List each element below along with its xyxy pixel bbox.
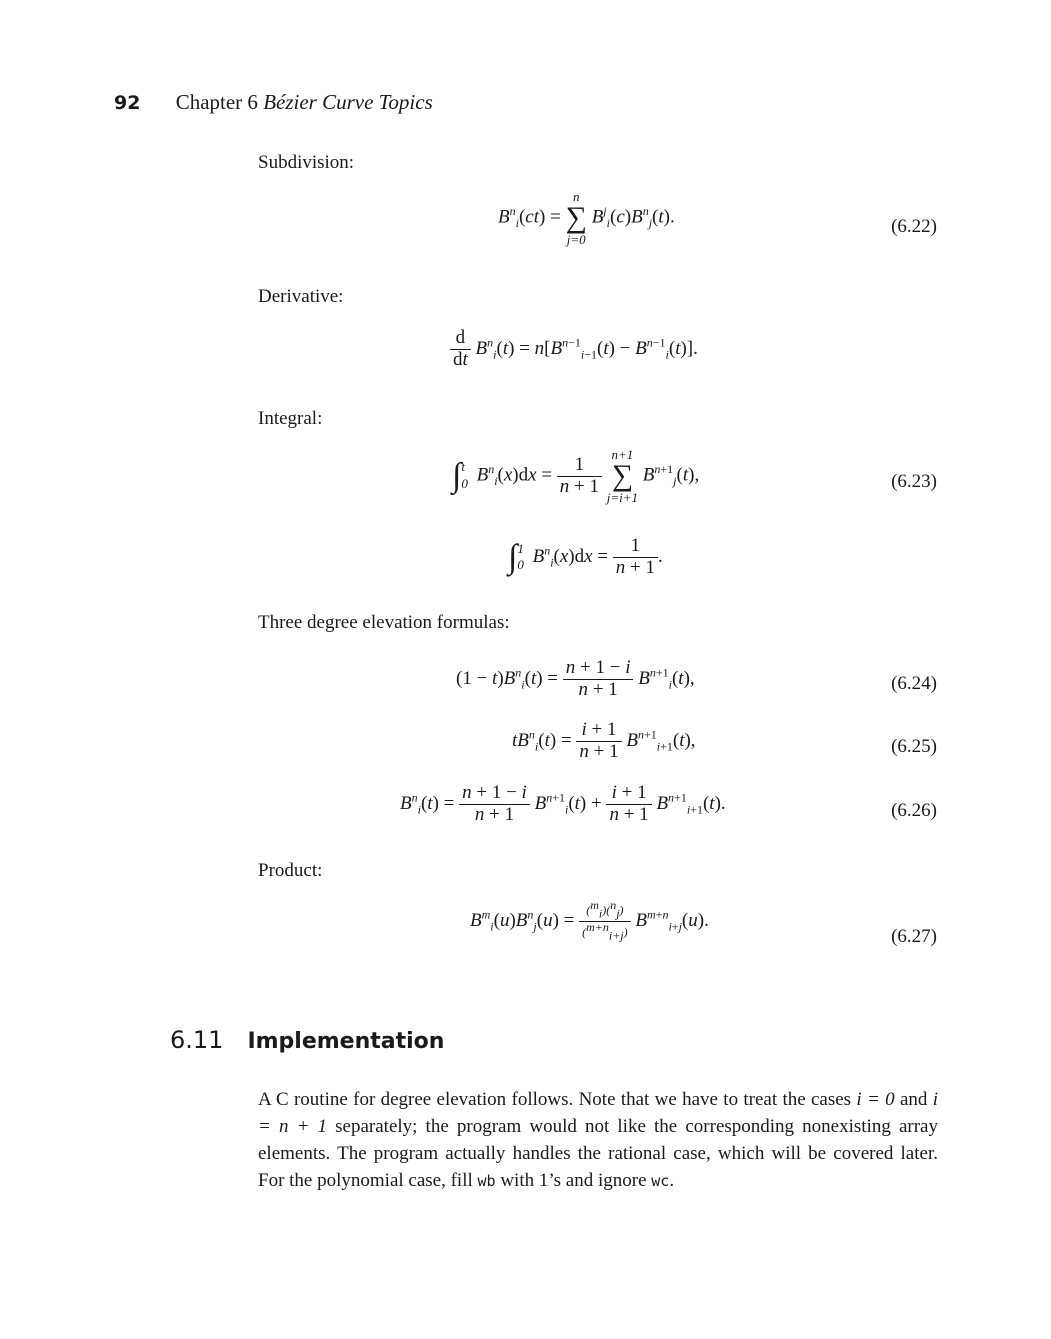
inline-code: wc <box>651 1172 670 1190</box>
section-title: Implementation <box>247 1029 445 1054</box>
paragraph-text: A C routine for degree elevation follows. Note that we have to treat the cases <box>258 1089 857 1110</box>
inline-math: i = n + 1 <box>258 1089 938 1137</box>
paragraph-text: with 1’s and ignore <box>495 1170 652 1191</box>
label-product: Product: <box>258 860 323 881</box>
inline-code: wb <box>477 1172 496 1190</box>
equation-6-22: $B^n_i(ct)$ = n ∑ j=0 $B^j_i(c)B^n_j(t)$. <box>498 189 675 247</box>
page-number: 92 <box>114 92 141 114</box>
equation-number-6-24: (6.24) <box>891 673 937 694</box>
inline-math: i = 0 <box>856 1089 895 1110</box>
label-degree-elevation: Three degree elevation formulas: <box>258 612 510 633</box>
equation-integral-unit: ∫1 0 $B^n_i(x)dx$ = $\frac{1}{n + 1}$ . <box>508 535 663 578</box>
equation-number-6-23: (6.23) <box>891 471 937 492</box>
equation-6-23: ∫t 0 $B^n_i(x)dx$ = $\frac{1}{n + 1}$ n+1 ∑ j=i+1 $B^{n+1}_j(t)$, <box>452 447 700 505</box>
chapter-title: Bézier Curve Topics <box>263 90 433 114</box>
equation-derivative: $\frac{d}{dt}$ $B^n_i(t) = n[B^{n-1}_{i-1}(t) - B^{n-1}_i(t)]$. <box>450 328 698 371</box>
paragraph-text: separately; the program would not like the corresponding nonexisting array elements. The program actually handles the rational case, which will be covered later. For the polynomial case, fill <box>258 1116 938 1191</box>
equation-6-26: $B^n_i(t)$ = $\frac{n + 1 - i}{n + 1}$ $B^{n+1}_i(t)$ + $\frac{i + 1}{n + 1}$ $B^{n+1}_{i+1}(t)$. <box>400 782 726 825</box>
paragraph-text: and <box>894 1089 933 1110</box>
equation-6-27: $B^m_i(u)B^n_j(u)$ = $\frac{(^m_i)(^n_j)}{(^{m+n}_{i+j})}$ $B^{m+n}_{i+j}(u)$. <box>470 898 709 943</box>
body-paragraph <box>258 1086 938 1195</box>
label-subdivision: Subdivision: <box>258 152 355 173</box>
chapter-label: Chapter 6 <box>175 90 258 114</box>
section-number: 6.11 <box>170 1026 224 1054</box>
equation-number-6-25: (6.25) <box>891 736 937 757</box>
section-heading <box>170 1026 444 1054</box>
equation-6-25: $tB^n_i(t)$ = $\frac{i + 1}{n + 1}$ $B^{n+1}_{i+1}(t)$, <box>512 719 696 762</box>
equation-6-24: $(1 - t)B^n_i(t)$ = $\frac{n + 1 - i}{n + 1}$ $B^{n+1}_i(t)$, <box>456 657 695 700</box>
label-integral: Integral: <box>258 408 323 429</box>
equation-number-6-27: (6.27) <box>891 926 937 947</box>
label-derivative: Derivative: <box>258 286 344 307</box>
equation-number-6-26: (6.26) <box>891 800 937 821</box>
paragraph-text: . <box>669 1170 675 1191</box>
running-head <box>114 90 433 115</box>
equation-number-6-22: (6.22) <box>891 216 937 237</box>
